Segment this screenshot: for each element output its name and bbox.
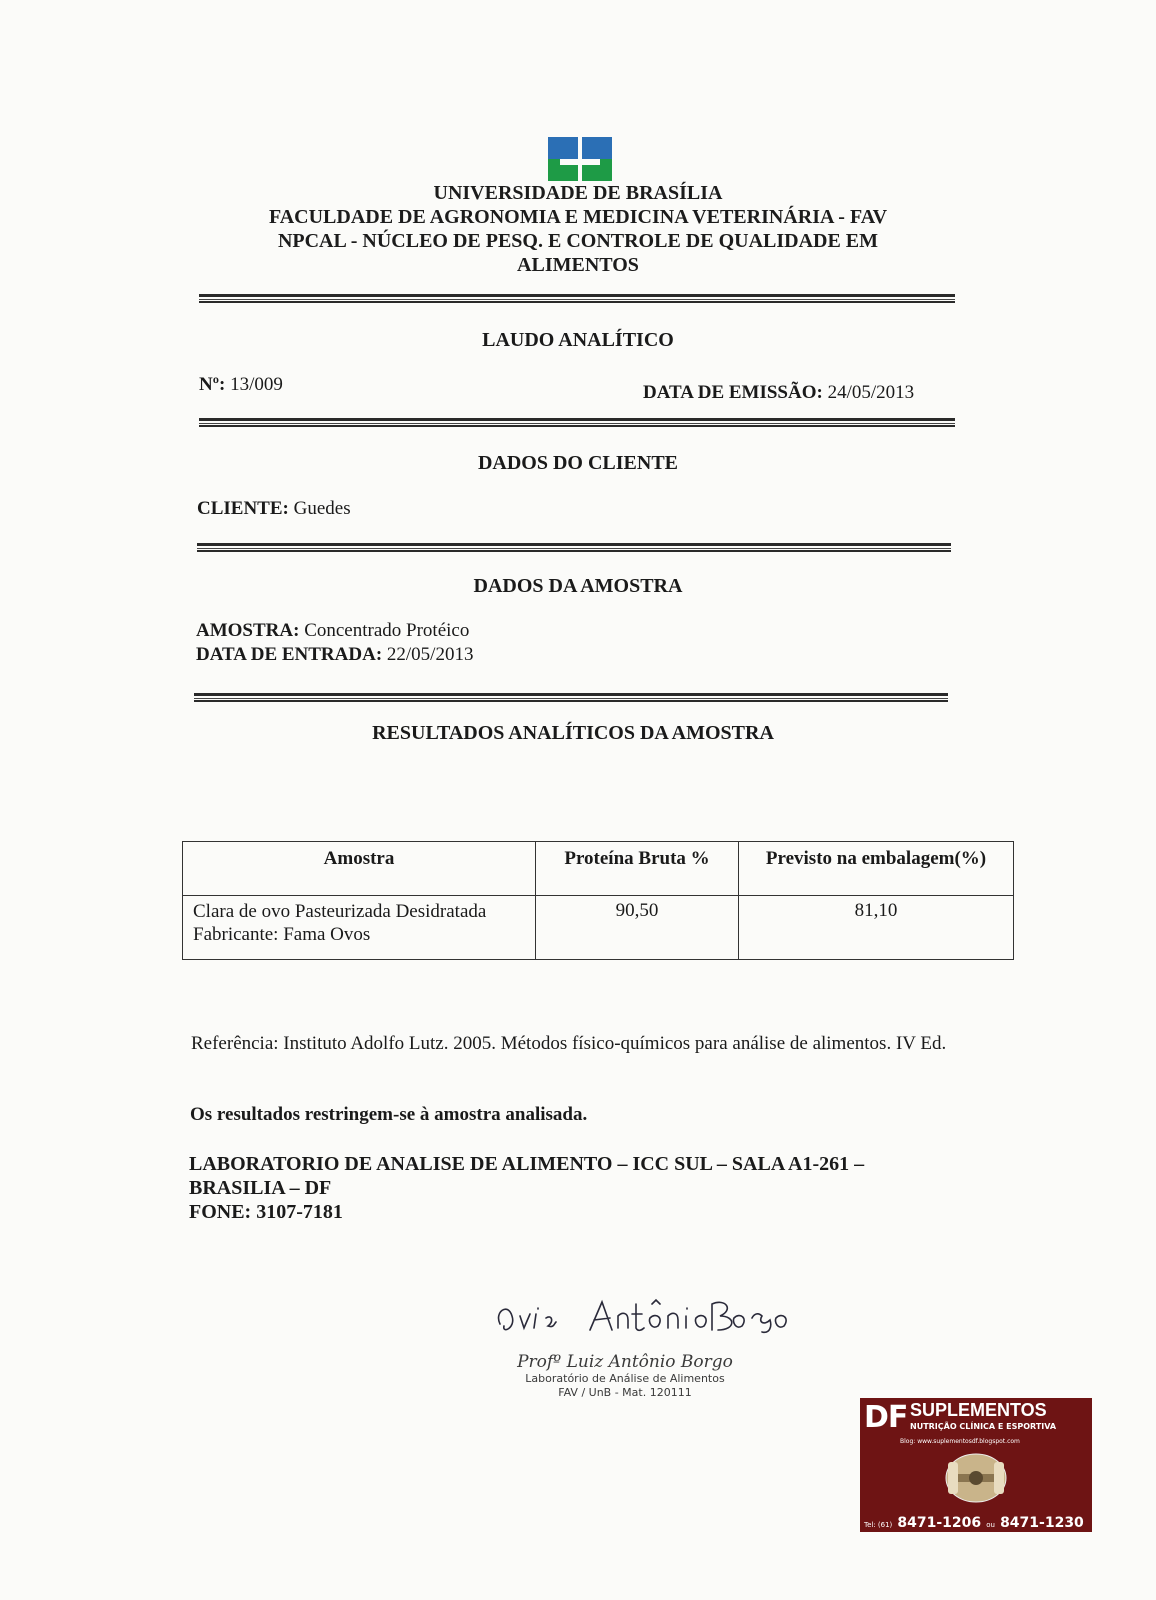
report-number-value: 13/009 xyxy=(230,374,283,395)
ad-brand: SUPLEMENTOS xyxy=(910,1400,1047,1420)
ad-brand-short: DF xyxy=(864,1400,908,1435)
divider xyxy=(197,543,951,553)
protein-value: 90,50 xyxy=(536,896,739,960)
lab-phone: FONE: 3107-7181 xyxy=(189,1201,343,1223)
faculty-name: FACULDADE DE AGRONOMIA E MEDICINA VETERINÁRIA - FAV xyxy=(268,206,888,228)
column-header-sample: Amostra xyxy=(183,842,536,896)
sample-description: Clara de ovo Pasteurizada Desidratada xyxy=(193,901,487,922)
sample-field xyxy=(196,620,469,642)
university-name: UNIVERSIDADE DE BRASÍLIA xyxy=(433,182,723,204)
nucleus-name-line1: NPCAL - NÚCLEO DE PESQ. E CONTROLE DE QUALIDADE EM xyxy=(277,230,879,252)
disclaimer: Os resultados restringem-se à amostra analisada. xyxy=(190,1104,588,1125)
sample-label: AMOSTRA: xyxy=(196,620,300,641)
sample-value: Concentrado Protéico xyxy=(304,620,470,641)
stamp-registration: FAV / UnB - Mat. 120111 xyxy=(558,1386,692,1399)
lab-address-line2: BRASILIA – DF xyxy=(189,1177,332,1199)
ad-blog: Blog: www.suplementosdf.blogspot.com xyxy=(900,1438,1020,1445)
divider xyxy=(199,294,955,304)
ad-phones xyxy=(864,1512,1084,1531)
report-number xyxy=(199,374,283,396)
lab-address-line1: LABORATORIO DE ANALISE DE ALIMENTO – ICC SUL – SALA A1-261 – xyxy=(189,1153,865,1175)
results-table xyxy=(182,841,1014,960)
dumbbell-logo-icon xyxy=(930,1450,1022,1506)
client-field xyxy=(197,498,351,520)
unb-logo-icon xyxy=(548,137,612,181)
column-header-protein: Proteína Bruta % xyxy=(536,842,739,896)
expected-value: 81,10 xyxy=(739,896,1014,960)
entry-date-value: 22/05/2013 xyxy=(386,644,474,665)
issue-date-label: DATA DE EMISSÃO: xyxy=(643,382,823,403)
sample-manufacturer: Fabricante: Fama Ovos xyxy=(193,924,371,945)
ad-tel-label: Tel: (61) xyxy=(864,1521,893,1529)
client-label: CLIENTE: xyxy=(197,498,289,519)
divider xyxy=(199,418,955,428)
handwritten-signature xyxy=(490,1272,820,1352)
client-section-title: DADOS DO CLIENTE xyxy=(477,452,679,474)
table-header-row xyxy=(183,842,1014,896)
report-number-label: Nº: xyxy=(199,374,226,395)
ad-phone1: 8471-1206 xyxy=(897,1515,982,1531)
table-row xyxy=(183,896,1014,960)
entry-date-label: DATA DE ENTRADA: xyxy=(196,644,383,665)
sample-cell xyxy=(183,896,536,960)
divider xyxy=(194,693,948,703)
stamp-lab: Laboratório de Análise de Alimentos xyxy=(525,1372,725,1385)
nucleus-name-line2: ALIMENTOS xyxy=(517,254,639,276)
results-section-title: RESULTADOS ANALÍTICOS DA AMOSTRA xyxy=(372,722,774,744)
entry-date-field xyxy=(196,644,473,666)
ad-phone-sep: ou xyxy=(986,1521,995,1529)
issue-date-value: 24/05/2013 xyxy=(827,382,915,403)
stamp-name: Profº Luiz Antônio Borgo xyxy=(517,1352,733,1372)
reference-text: Referência: Instituto Adolfo Lutz. 2005. Métodos físico-químicos para análise de alimentos. IV Ed. xyxy=(191,1033,947,1054)
ad-phone2: 8471-1230 xyxy=(1000,1515,1084,1531)
client-value: Guedes xyxy=(293,498,351,519)
column-header-expected: Previsto na embalagem(%) xyxy=(739,842,1014,896)
df-suplementos-ad xyxy=(860,1398,1092,1532)
ad-tagline: NUTRIÇÃO CLÍNICA E ESPORTIVA xyxy=(910,1422,1057,1431)
sample-section-title: DADOS DA AMOSTRA xyxy=(473,575,683,597)
issue-date xyxy=(643,382,914,404)
signature-stamp xyxy=(510,1352,740,1400)
report-title: LAUDO ANALÍTICO xyxy=(482,329,674,351)
